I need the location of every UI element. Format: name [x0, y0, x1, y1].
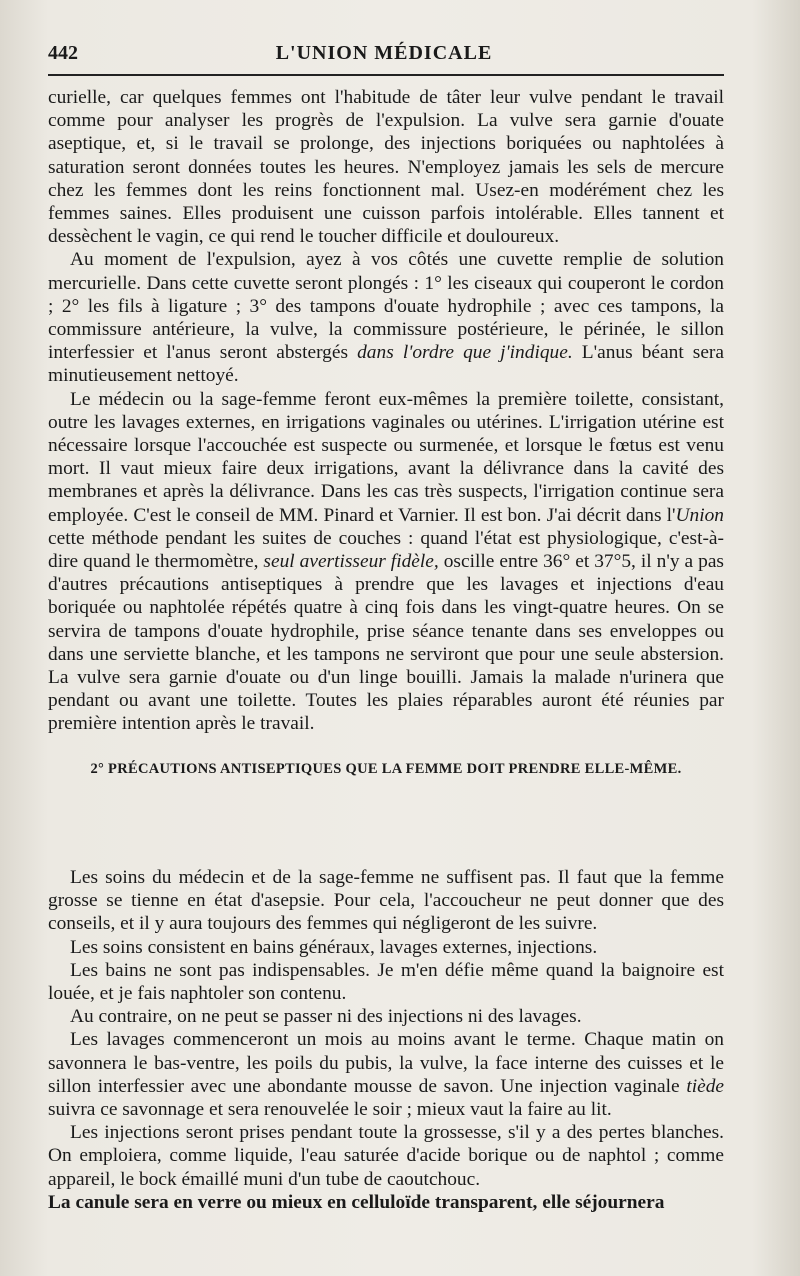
paragraph: Au moment de l'expulsion, ayez à vos côtés une cuvette remplie de solution mercurielle. Dans cette cuvette seront plongés : 1° les ciseaux qui couperont le cordon ; 2° les fils à ligature ; 3° des tampons d'ouate hydrophile ; avec ces tampons, la commissure antérieure, la vulve, la commissure postérieure, le périnée, le sillon interfessier et l'anus seront abstergés dans l'ordre que j'indique. L'anus béant sera minutieusement nettoyé.	[48, 249, 724, 387]
paragraph: Au contraire, on ne peut se passer ni des injections ni des lavages.	[70, 1006, 582, 1028]
body-text-top	[48, 86, 724, 797]
page-number: 442	[48, 42, 78, 64]
page-header	[48, 40, 720, 68]
paragraph: Les injections seront prises pendant toute la grossesse, s'il y a des pertes blanches. On emploiera, comme liquide, l'eau saturée d'acide borique ou de naphtol ; comme appareil, le bock émaillé muni d'un tube de caoutchouc.	[48, 1122, 724, 1190]
paragraph: Les soins consistent en bains généraux, lavages externes, injections.	[70, 936, 598, 958]
body-text-bottom	[48, 866, 724, 1214]
paragraph: Les soins du médecin et de la sage-femme ne suffisent pas. Il faut que la femme grosse se tienne en état d'asepsie. Pour cela, l'accoucheur ne peut donner que des conseils, et il y aura toujours des femmes qui négligeront de les suivre.	[48, 867, 724, 935]
running-title: L'UNION MÉDICALE	[275, 42, 493, 64]
paragraph: Le médecin ou la sage-femme feront eux-mêmes la première toilette, consistant, outre les lavages externes, en irrigations vaginales ou utérines. L'irrigation utérine est nécessaire lorsque l'accouchée est suspecte ou surmenée, et lorsque le fœtus est venu mort. Il vaut mieux faire deux irrigations, avant la délivrance dans la cavité des membranes et après la délivrance. Dans les cas très suspects, l'irrigation continue sera employée. C'est le conseil de MM. Pinard et Varnier. Il est bon. J'ai décrit dans l'Union cette méthode pendant les suites de couches : quand l'état est physiologique, c'est-à-dire quand le thermomètre, seul avertisseur fidèle, oscille entre 36° et 37°5, il n'y a pas d'autres précautions antiseptiques à prendre que les lavages et injections d'eau boriquée ou naphtolée répétés quatre à cinq fois dans les vingt-quatre heures. On se servira de tampons d'ouate hydrophile, prise séance tenante dans ses enveloppes ou dans une serviette blanche, et les tampons ne serviront que pour une seule abstersion. La vulve sera garnie d'ouate ou d'un linge bouilli. Jamais la malade n'urinera que pendant ou avant une toilette. Toutes les plaies réparables auront été réunies par première intention après le travail.	[48, 388, 724, 735]
header-rule	[48, 74, 724, 76]
paragraph: Les lavages commenceront un mois au moins avant le terme. Chaque matin on savonnera le bas-ventre, les poils du pubis, la vulve, la face interne des cuisses et le sillon interfessier avec une abondante mousse de savon. Une injection vaginale tiède suivra ce savonnage et sera renouvelée le soir ; mieux vaut la faire au lit.	[48, 1029, 724, 1121]
paragraph: Les bains ne sont pas indispensables. Je m'en défie même quand la baignoire est louée, et je fais naphtoler son contenu.	[48, 959, 724, 1005]
paragraph: curielle, car quelques femmes ont l'habitude de tâter leur vulve pendant le travail comme pour analyser les progrès de l'expulsion. La vulve sera garnie d'ouate aseptique, et, si le travail se prolonge, des injections boriquées ou naphtolées à saturation seront données toutes les heures. N'employez jamais les sels de mercure chez les femmes dont les reins fonctionnent mal. Usez-en modérément chez les femmes saines. Elles produisent une cuisson parfois intolérable. Elles tannent et dessèchent le vagin, ce qui rend le toucher difficile et douloureux.	[48, 87, 724, 248]
paragraph: La canule sera en verre ou mieux en celluloïde transparent, elle séjournera	[48, 1191, 665, 1213]
section-heading: 2° PRÉCAUTIONS ANTISEPTIQUES QUE LA FEMME DOIT PRENDRE ELLE-MÊME.	[90, 760, 682, 777]
